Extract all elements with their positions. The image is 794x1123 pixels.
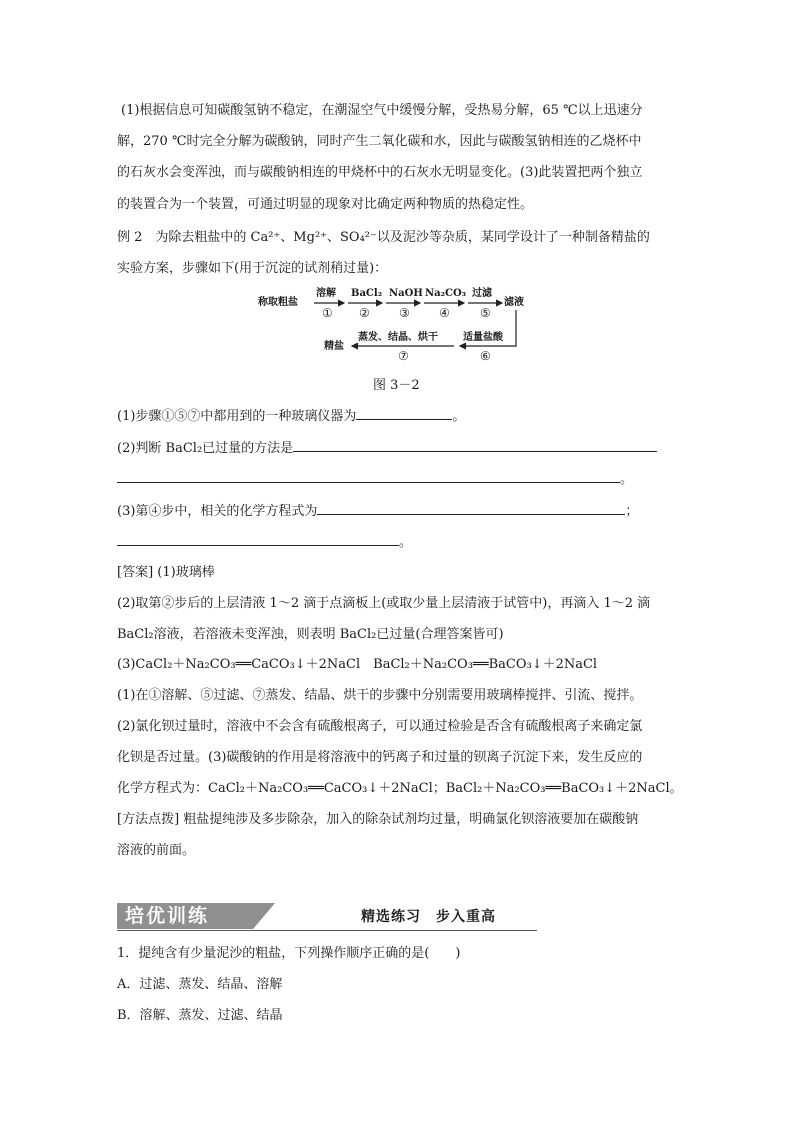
answer-3: (3)CaCl₂＋Na₂CO₃══CaCO₃↓＋2NaCl BaCl₂＋Na₂CO₃══BaCO₃↓＋2NaCl <box>117 657 598 672</box>
answer-2-line1: (2)取第②步后的上层清液 1～2 滴于点滴板上(或取少量上层清液于试管中)，再滴入 1～2 滴 <box>117 596 651 611</box>
question-1 <box>117 407 465 425</box>
diagram-step7-label: 蒸发、结晶、烘干 <box>358 332 438 343</box>
diagram-step-num: ④ <box>439 306 450 320</box>
exercise-option-a[interactable]: A．过滤、蒸发、结晶、溶解 <box>117 977 283 992</box>
answer-blank[interactable] <box>117 470 620 483</box>
explanation-line: 的石灰水会变浑浊，而与碳酸钠相连的甲烧杯中的石灰水无明显变化。(3)此装置把两个独立 <box>117 165 643 180</box>
diagram-step6-num: ⑥ <box>480 349 491 363</box>
flow-diagram <box>258 286 528 366</box>
analysis-line: 化学方程式为：CaCl₂＋Na₂CO₃══CaCO₃↓＋2NaCl；BaCl₂＋Na₂CO₃══BaCO₃↓＋2NaCl。 <box>117 781 683 796</box>
diagram-step-num: ③ <box>399 306 410 320</box>
question-3-end: 。 <box>399 535 413 550</box>
answer-2-line2: BaCl₂溶液，若溶液未变浑浊，则表明 BaCl₂已过量(合理答案皆可) <box>117 627 504 642</box>
figure-caption: 图 3－2 <box>373 378 420 393</box>
diagram-step-num: ① <box>322 306 333 320</box>
section-subtitle: 精选练习 步入重高 <box>361 909 496 925</box>
section-banner <box>117 903 537 931</box>
analysis-line: (2)氯化钡过量时，溶液中不会含有硫酸根离子，可以通过检验是否含有硫酸根离子来确定氯 <box>117 719 643 734</box>
explanation-line: 解，270 ℃时完全分解为碳酸钠，同时产生二氧化碳和水，因此与碳酸氢钠相连的乙烧杯中 <box>117 134 642 149</box>
exercise-question: 1．提纯含有少量泥沙的粗盐，下列操作顺序正确的是( ) <box>117 946 461 961</box>
diagram-step7-num: ⑦ <box>398 349 409 363</box>
answer-blank[interactable] <box>356 407 452 420</box>
diagram-step-num: ② <box>359 306 370 320</box>
explanation-line: 的装置合为一个装置，可通过明显的现象对比确定两种物质的热稳定性。 <box>117 197 534 212</box>
answer-blank[interactable] <box>317 502 625 515</box>
exercise-option-b[interactable]: B．溶解、蒸发、过滤、结晶 <box>117 1008 283 1023</box>
diagram-step-label: BaCl₂ <box>351 288 383 299</box>
answer-blank[interactable] <box>293 439 657 452</box>
diagram-filtrate: 滤液 <box>504 297 524 308</box>
question-3-text: (3)第④步中，相关的化学方程式为 <box>117 504 318 519</box>
banner-rule <box>117 930 537 931</box>
question-2 <box>117 439 657 457</box>
analysis-line: (1)在①溶解、⑤过滤、⑦蒸发、结晶、烘干的步骤中分别需要用玻璃棒搅拌、引流、搅拌。 <box>117 688 643 703</box>
question-1-end: 。 <box>452 409 466 424</box>
example-line-1: 例 2 为除去粗盐中的 Ca²⁺、Mg²⁺、SO₄²⁻以及泥沙等杂质，某同学设计了一种制备精盐的 <box>117 230 650 245</box>
diagram-step-label: Na₂CO₃ <box>425 288 467 299</box>
question-2-text: (2)判断 BaCl₂已过量的方法是 <box>117 441 294 456</box>
section-title: 培优训练 <box>117 903 253 929</box>
diagram-step-num: ⑤ <box>480 306 491 320</box>
analysis-line: 溶液的前面。 <box>117 843 196 858</box>
question-1-text: (1)步骤①⑤⑦中都用到的一种玻璃仪器为 <box>117 409 357 424</box>
question-3 <box>117 502 638 520</box>
diagram-end: 精盐 <box>324 341 344 352</box>
analysis-line: 化钡是否过量。(3)碳酸钠的作用是将溶液中的钙离子和过量的钡离子沉淀下来，发生反应的 <box>117 750 643 765</box>
analysis-line: [方法点拨] 粗盐提纯涉及多步除杂，加入的除杂试剂均过量，明确氯化钡溶液要加在碳酸钠 <box>117 812 639 827</box>
answer-blank[interactable] <box>117 533 399 546</box>
diagram-step-label: 过滤 <box>472 288 492 299</box>
example-line-2: 实验方案，步骤如下(用于沉淀的试剂稍过量)： <box>117 261 388 276</box>
diagram-step6-label: 适量盐酸 <box>463 332 503 343</box>
banner-wedge <box>253 903 275 929</box>
question-2-cont <box>117 470 633 488</box>
question-3-sep: ； <box>625 504 639 519</box>
diagram-start: 称取粗盐 <box>258 297 298 308</box>
diagram-step-label: 溶解 <box>316 288 336 299</box>
answer-1: [答案] (1)玻璃棒 <box>117 565 215 580</box>
question-2-end: 。 <box>620 472 634 487</box>
explanation-line: (1)根据信息可知碳酸氢钠不稳定，在潮湿空气中缓慢分解，受热易分解，65 ℃以上迅速分 <box>121 103 643 118</box>
diagram-step-label: NaOH <box>389 288 423 299</box>
question-3-cont <box>117 533 412 551</box>
